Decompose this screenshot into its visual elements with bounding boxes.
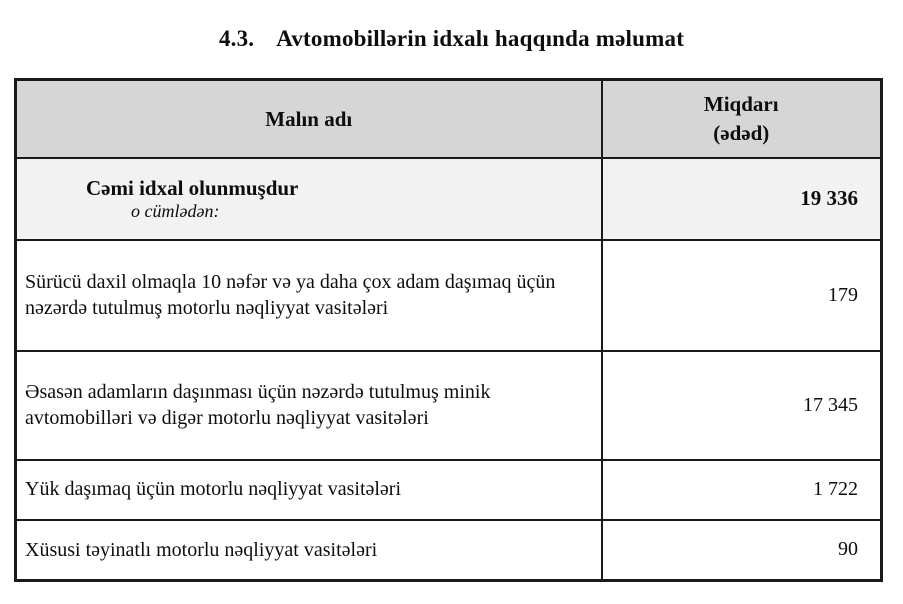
table-row-total bbox=[16, 158, 882, 240]
import-data-table bbox=[14, 78, 883, 582]
total-label: Cəmi idxal olunmuşdur bbox=[86, 175, 299, 200]
table-row bbox=[16, 520, 882, 581]
table-row bbox=[16, 240, 882, 351]
section-title-text: Avtomobillərin idxalı haqqında məlumat bbox=[276, 26, 685, 51]
row-value: 1 722 bbox=[602, 460, 882, 520]
column-header-quantity-line1: Miqdarı bbox=[703, 92, 779, 117]
row-label: Əsasən adamların daşınması üçün nəzərdə tutulmuş minik avtomobilləri və digər motorlu nəqliyyat vasitələri bbox=[16, 351, 602, 460]
total-value: 19 336 bbox=[602, 158, 882, 240]
row-value: 90 bbox=[602, 520, 882, 581]
row-label: Yük daşımaq üçün motorlu nəqliyyat vasitələri bbox=[16, 460, 602, 520]
table-header-row bbox=[16, 80, 882, 158]
column-header-name: Malın adı bbox=[16, 80, 602, 158]
page-title bbox=[0, 26, 903, 52]
row-label: Sürücü daxil olmaqla 10 nəfər və ya daha çox adam daşımaq üçün nəzərdə tutulmuş motorlu nəqliyyat vasitələri bbox=[16, 240, 602, 351]
row-label: Xüsusi təyinatlı motorlu nəqliyyat vasitələri bbox=[16, 520, 602, 581]
table-row bbox=[16, 460, 882, 520]
section-number: 4.3. bbox=[218, 26, 255, 51]
column-header-quantity-line2: (ədəd) bbox=[713, 120, 770, 145]
total-sublabel: o cümlədən: bbox=[131, 200, 220, 221]
total-label-cell bbox=[16, 158, 602, 240]
table-row bbox=[16, 351, 882, 460]
row-value: 17 345 bbox=[602, 351, 882, 460]
row-value: 179 bbox=[602, 240, 882, 351]
column-header-quantity bbox=[602, 80, 882, 158]
